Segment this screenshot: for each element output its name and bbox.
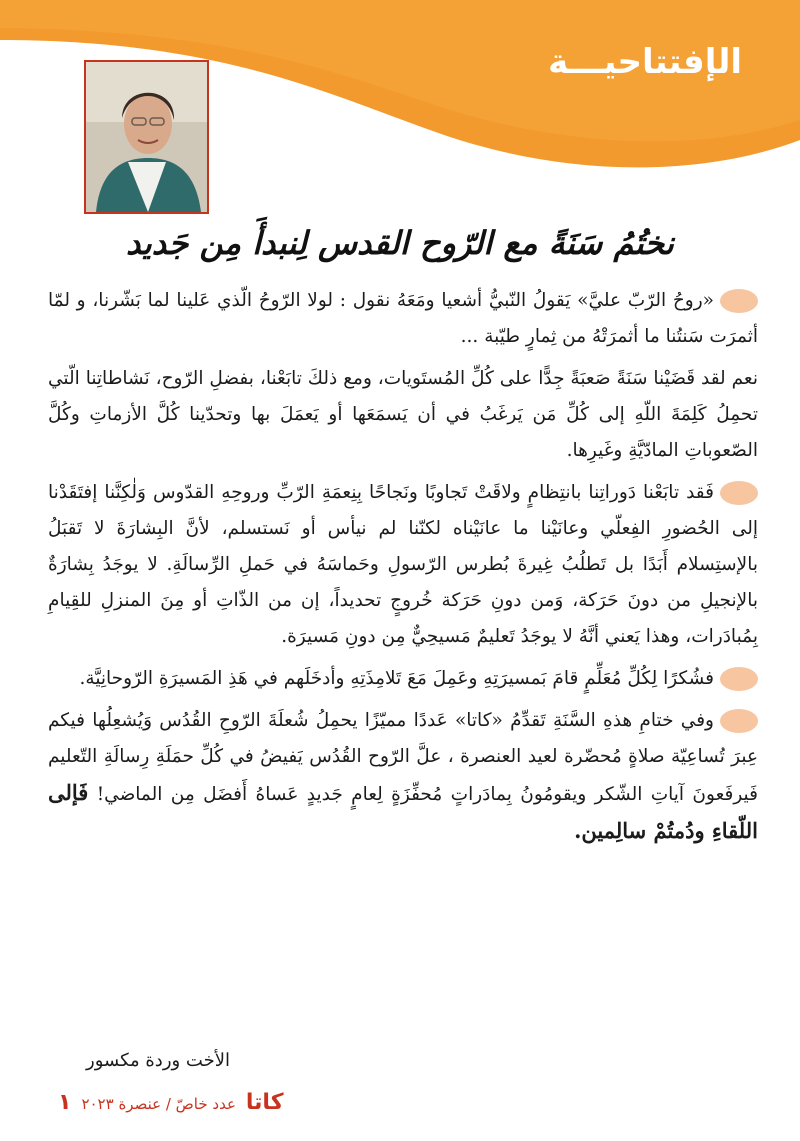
article-body [48, 283, 758, 857]
article-title: نختُمُ سَنَةً مع الرّوح القدس لِنبدأَ مِن جَديد [126, 224, 674, 262]
paragraph-1-text: «روحُ الرّبّ عليَّ» يَقولُ النّبيُّ أشعيا ومَعَهُ نقول : لولا الرّوحُ الّذي عَلينا لما بَشّرنا، و لمّا أثمرَت سَنتُنا ما أثمرَتْهُ من ثِمارٍ طيّبة ... [48, 290, 758, 347]
paragraph-2 [48, 361, 758, 469]
signature: الأخت وردة مكسور [86, 1050, 230, 1071]
paragraph-5-text: وفي ختامِ هذهِ السَّنَةِ تَقدِّمُ «كاتا» عَددًا مميّزًا يحمِلُ شُعلَةَ الرّوحِ القُدُس وَيُشعِلُها فيكم عِبرَ تُساعِيّة صلاةٍ مُحضّرة لعيد العنصرة ، علَّ الرّوح القُدُس يَفيضُ في كُلِّ حمَلَةِ رِسالَةِ التّعليم فَيرفَعونَ آياتِ الشّكر ويقومُونُ بِمادَراتٍ مُحفِّزَةٍ لِعامٍ جَديدٍ عَساهُ أَفضَل مِن الماضي! [48, 710, 758, 805]
closing-line: فَإلى اللّقاءِ ودُمتُمْ سالِمين. [48, 780, 758, 843]
footer [58, 1090, 283, 1115]
paragraph-2-text: نعم لقد قَضَيْنا سَنَةً صَعبَةً جِدًّا على كُلِّ المُستَويات، ومع ذلكَ تابَعْنا، بفضلِ الرّوح، نَشاطاتِنا الّتي تحمِلُ كَلِمَةَ اللّهِ إلى كُلِّ مَن يَرغَبُ في أن يَسمَعَها أو يَعمَلَ بها وتحدّينا كُلَّ الأزماتِ وكُلَّ الصّعوباتِ المادّيَّةِ وغَيرِها. [48, 368, 758, 461]
bullet-icon [720, 481, 758, 505]
bullet-icon [720, 709, 758, 733]
section-title: الإفتتاحيـــة [548, 42, 742, 82]
paragraph-3-text: فَقد تابَعْنا دَوراتِنا بانتِظامٍ ولاقَتْ تَجاوبًا ونَجاحًا بِنِعمَةِ الرّبِّ وروحِهِ القدّوس وَلٰكِنَّنا إفتَقَدْنا إلى الحُضورِ الفِعلّي وعانَيْنا ما عانَيْناه لكنّنا لم نيأس أو نَستسلم، لأنَّ البِشارَةَ لا تَقبَلُ بالإستِسلام أَبَدًا بل تَطلُبُ غِيرةَ بُطرس الرّسولِ وحَماسَهُ في حَملِ الرِّسالَةِ. لا يوجَدُ بِشارَةٌ بالإنجيلِ من دونَ حَرَكة، وَمن دونِ حَرَكة خُروجٍ تحديداً، إن من الذّاتِ أو مِنَ المنزلِ للقِيامِ بِمُبادَرات، وهذا يَعني أنَّهُ لا يوجَدُ تَعليمٌ مَسيحِيٌّ مِن دونِ مَسيرَة. [48, 482, 758, 647]
issue-label: عدد خاصّ / عنصرة ٢٠٢٣ [81, 1095, 236, 1113]
page-number: ١ [58, 1090, 72, 1115]
paragraph-5 [48, 703, 758, 851]
bullet-icon [720, 667, 758, 691]
author-portrait [84, 60, 209, 214]
paragraph-1 [48, 283, 758, 355]
paragraph-4-text: فشُكرًا لِكُلِّ مُعَلِّمٍ قامَ بَمسيرَتِهِ وعَمِلَ مَعَ تَلامِذَتِهِ وأدخَلَهم في هَذِ المَسيرَةِ الرّوحانِيَّة. [79, 668, 714, 689]
paragraph-3 [48, 475, 758, 655]
person-photo-icon [86, 62, 207, 212]
paragraph-4 [48, 661, 758, 697]
magazine-logo: كاتا [245, 1090, 284, 1115]
bullet-icon [720, 289, 758, 313]
